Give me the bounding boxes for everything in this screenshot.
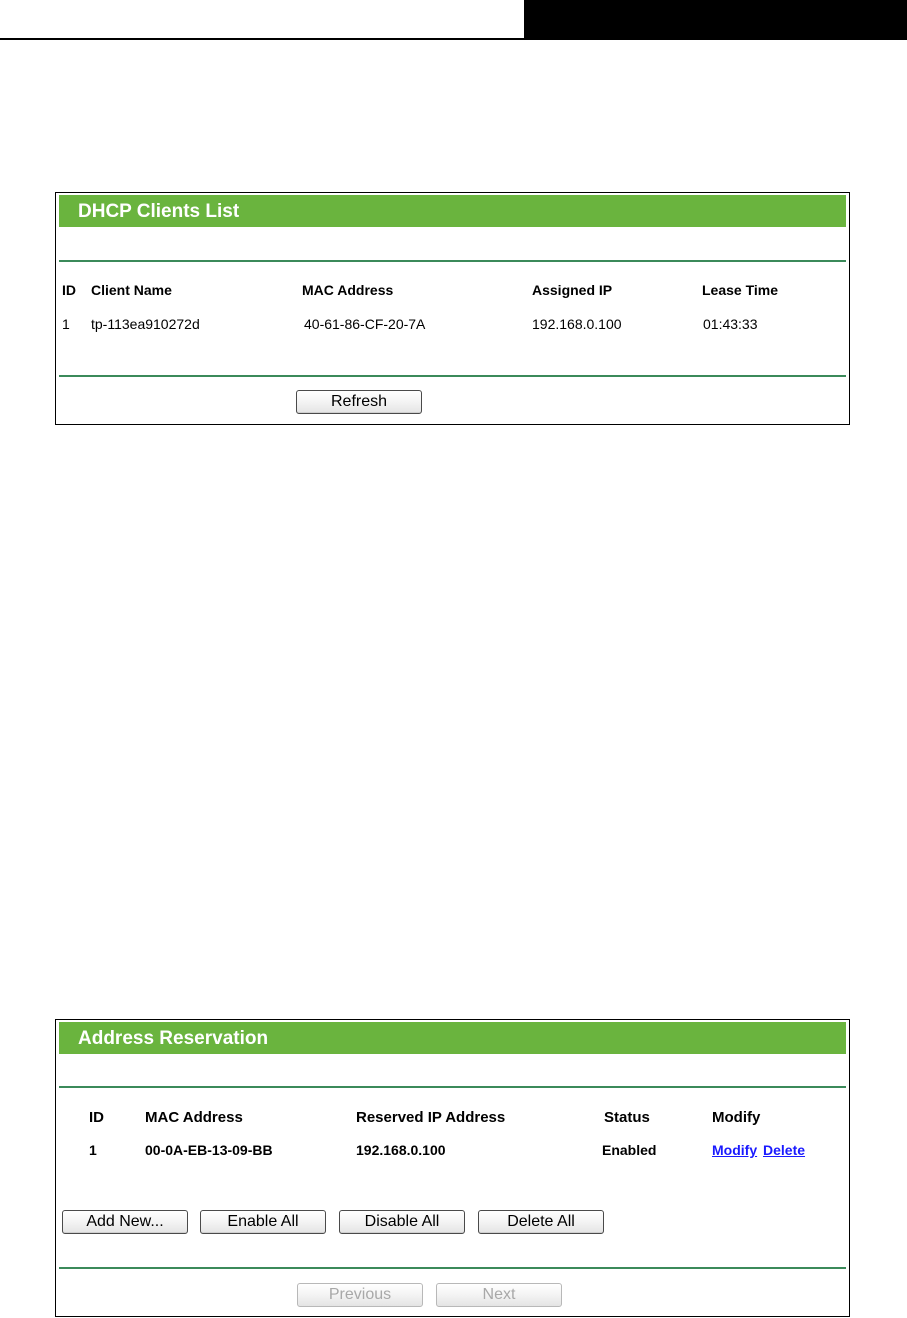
delete-all-button[interactable]: Delete All — [478, 1210, 604, 1234]
col-header-reserved-ip: Reserved IP Address — [356, 1109, 506, 1126]
disable-all-button[interactable]: Disable All — [339, 1210, 465, 1234]
table-cell-mac-address: 40-61-86-CF-20-7A — [304, 316, 426, 332]
address-reservation-panel — [55, 1019, 850, 1317]
previous-button[interactable]: Previous — [297, 1283, 423, 1307]
table-cell-mac-address: 00-0A-EB-13-09-BB — [145, 1142, 273, 1158]
modify-link[interactable]: Modify — [712, 1142, 758, 1158]
table-cell-id: 1 — [89, 1142, 97, 1158]
header-block — [524, 0, 907, 40]
add-new-button[interactable]: Add New... — [62, 1210, 188, 1234]
dhcp-clients-panel — [55, 192, 850, 425]
col-header-mac-address: MAC Address — [302, 282, 394, 298]
enable-all-button[interactable]: Enable All — [200, 1210, 326, 1234]
divider — [59, 375, 846, 377]
next-button[interactable]: Next — [436, 1283, 562, 1307]
panel-title: Address Reservation — [59, 1022, 846, 1054]
divider — [59, 1267, 846, 1269]
header-rule — [0, 38, 524, 40]
delete-link[interactable]: Delete — [763, 1142, 806, 1158]
table-cell-assigned-ip: 192.168.0.100 — [532, 316, 622, 332]
table-cell-id: 1 — [62, 316, 70, 332]
col-header-status: Status — [604, 1109, 650, 1126]
panel-title: DHCP Clients List — [59, 195, 846, 227]
col-header-assigned-ip: Assigned IP — [532, 282, 613, 298]
divider — [59, 260, 846, 262]
table-cell-reserved-ip: 192.168.0.100 — [356, 1142, 446, 1158]
col-header-modify: Modify — [712, 1109, 761, 1126]
col-header-lease-time: Lease Time — [702, 282, 779, 298]
refresh-button[interactable]: Refresh — [296, 390, 422, 414]
table-cell-lease-time: 01:43:33 — [703, 316, 758, 332]
col-header-mac-address: MAC Address — [145, 1109, 243, 1126]
col-header-client-name: Client Name — [91, 282, 172, 298]
col-header-id: ID — [62, 282, 76, 298]
table-cell-client-name: tp-113ea910272d — [91, 316, 200, 332]
col-header-id: ID — [89, 1109, 104, 1126]
divider — [59, 1086, 846, 1088]
table-cell-status: Enabled — [602, 1142, 657, 1158]
